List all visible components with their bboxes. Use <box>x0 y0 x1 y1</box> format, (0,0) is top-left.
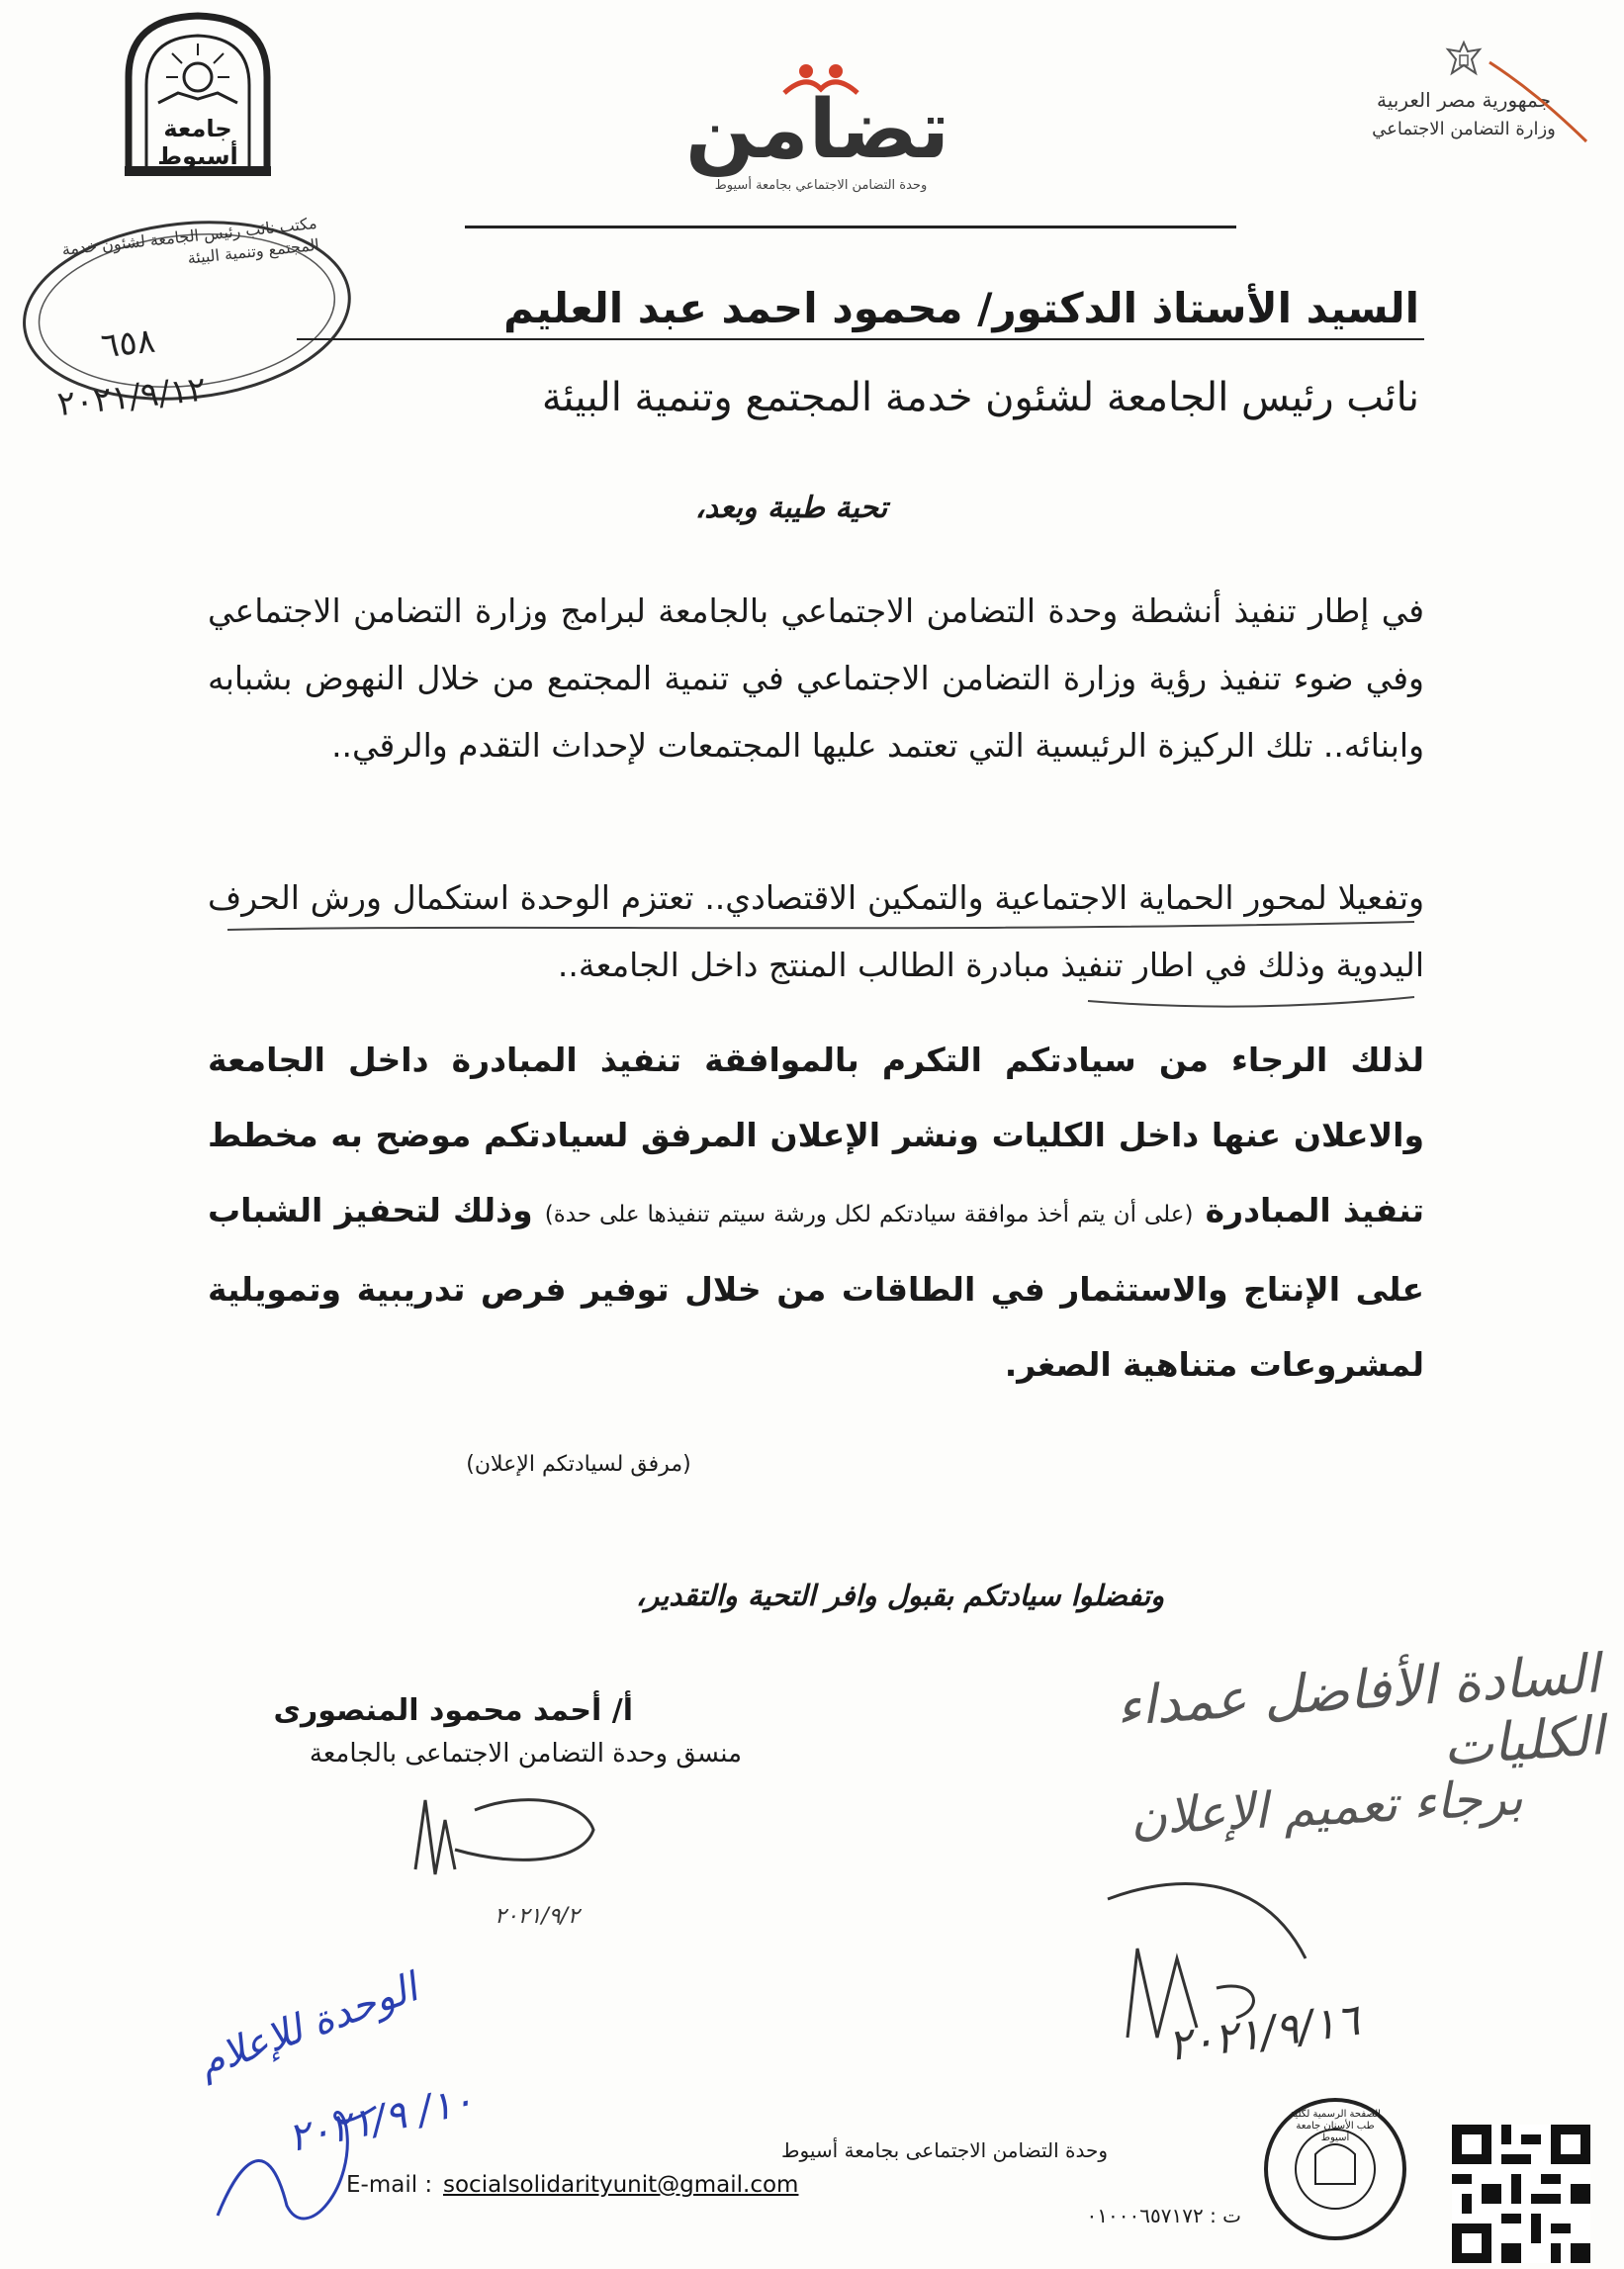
handwritten-instruction-line-2: برجاء تعميم الإعلان <box>1128 1769 1525 1847</box>
closing-line: وتفضلوا سيادتكم بقبول وافر التحية والتقدير، <box>635 1579 1165 1612</box>
ministry-header <box>1325 40 1602 144</box>
addressee-underline <box>297 336 1424 342</box>
faculty-seal <box>1261 2095 1409 2243</box>
addressee-name: السيد الأستاذ الدكتور/ محمود احمد عبد العليم <box>503 284 1419 332</box>
handwritten-media-note: الوحدة للإعلام <box>192 1964 424 2087</box>
stamp-date: ٢٠٢١/٩/١٢ <box>55 369 209 425</box>
footer-phone <box>727 2204 1241 2227</box>
footer-email-link[interactable]: socialsolidarityunit@gmail.com <box>443 2172 799 2198</box>
tadamon-logo <box>685 59 949 198</box>
handwritten-instruction-date: ٢٠٢١/٩/١٦ <box>1164 1994 1363 2072</box>
attachment-note: (مرفق لسيادتكم الإعلان) <box>466 1452 691 1477</box>
stamp-number: ٦٥٨ <box>99 320 157 367</box>
signer-role: منسق وحدة التضامن الاجتماعى بالجامعة <box>309 1739 742 1769</box>
handwritten-instruction-line-1: السادة الأفاضل عمداء الكليات <box>1114 1642 1606 1778</box>
footer-unit-name: وحدة التضامن الاجتماعى بجامعة أسيوط <box>781 2138 1108 2162</box>
paragraph-1: في إطار تنفيذ أنشطة وحدة التضامن الاجتماعي بالجامعة لبرامج وزارة التضامن الاجتماعي وفي ضوء تنفيذ رؤية وزارة التضامن الاجتماعي في تنمية المجتمع من خلال النهوض بشبابه وابنائه.. تلك الركيزة الرئيسية التي تعتمد عليها المجتمعات لإحداث التقدم والرقي.. <box>208 591 1424 765</box>
paragraph-3-continuation: وذلك لتحفيز الشباب على الإنتاج والاستثمار في الطاقات من خلال توفير فرص تدريبية وتمويلية لمشروعات متناهية الصغر. <box>208 1191 1424 1384</box>
greeting: تحية طيبة وبعد، <box>694 491 888 525</box>
assiut-university-logo-text: جامعة أسيوط <box>157 115 238 170</box>
footer-phone-number: ٠١٠٠٠٦٥٧١٧٢ <box>1086 2204 1204 2227</box>
footer-phone-label: ت : <box>1210 2204 1241 2227</box>
egypt-eagle-emblem <box>1444 40 1484 79</box>
signature-scribble <box>386 1780 623 1899</box>
blue-ink-signature <box>198 2067 396 2265</box>
assiut-university-logo <box>119 8 277 181</box>
ministry-name: وزارة التضامن الاجتماعي <box>1372 119 1556 139</box>
qr-code <box>1452 2125 1590 2263</box>
signature-date: ٢٠٢١/٩/٢ <box>495 1904 580 1929</box>
tadamon-logo-caption: وحدة التضامن الاجتماعي بجامعة أسيوط <box>714 178 928 193</box>
addressee-title: نائب رئيس الجامعة لشئون خدمة المجتمع وتنمية البيئة <box>541 375 1419 420</box>
tadamon-logo-word: تضامن <box>685 83 949 177</box>
paragraph-3 <box>208 1023 1424 1403</box>
stamp-office: مكتب نائب رئيس الجامعة لشئون خدمة المجتمع وتنمية البيئة <box>60 213 320 268</box>
footer-email-label: E-mail : <box>346 2172 433 2198</box>
header-divider <box>465 226 1236 228</box>
signer-name: أ/ أحمد محمود المنصورى <box>273 1693 633 1728</box>
paragraph-3-note: (على أن يتم أخذ موافقة سيادتكم لكل ورشة سيتم تنفيذها على حدة) <box>544 1202 1194 1227</box>
faculty-seal-text: الصفحة الرسمية لكلية طب الأسنان جامعة أسيوط <box>1290 2109 1381 2143</box>
paragraph-2: وتفعيلا لمحور الحماية الاجتماعية والتمكين الاقتصادي.. تعتزم الوحدة استكمال ورش الحرف اليدوية وذلك في اطار تنفيذ مبادرة الطالب المنتج داخل الجامعة.. <box>208 878 1424 984</box>
paragraph-3-text: لذلك الرجاء من سيادتكم التكرم بالموافقة تنفيذ المبادرة داخل الجامعة والاعلان عنها داخل الكليات ونشر الإعلان المرفق لسيادتكم موضح به مخطط تنفيذ المبادرة <box>208 1041 1424 1229</box>
ministry-country: جمهورية مصر العربية <box>1377 88 1551 112</box>
handwritten-media-date: ١٠/ ٢٠٢١/٩ <box>284 2077 478 2162</box>
